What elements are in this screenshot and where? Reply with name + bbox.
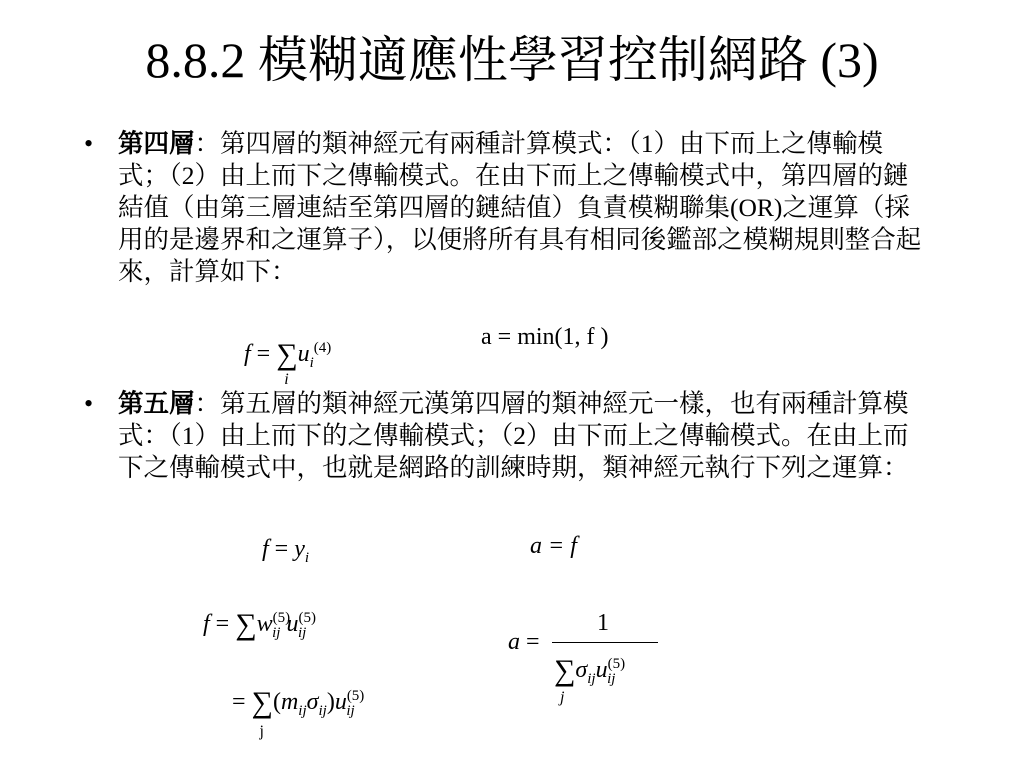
eq7-u: u (334, 689, 347, 715)
eq7-equals: = (232, 689, 246, 715)
eq3-lhs: f (262, 536, 269, 562)
eq3-sub: i (304, 549, 310, 566)
eq6-equals: = (526, 629, 540, 655)
equation-f-sum-wu (203, 608, 316, 641)
bullet-symbol: • (84, 129, 94, 158)
eq7-sigma-sub: ij (318, 702, 327, 719)
equation-sum-m-sigma-u (232, 686, 365, 740)
eq7-open-paren: ( (272, 689, 281, 715)
eq6-u-sup: (5) (607, 656, 626, 672)
eq5-w-sup: (5) (272, 610, 291, 626)
eq5-u: u (286, 611, 299, 637)
eq6-fraction-line (552, 642, 658, 643)
layer5-text: ：第五層的類神經元漢第四層的類神經元一樣，也有兩種計算模式：（1）由上而下的之傳輸模式；（2）由下而上之傳輸模式。在由上而下之傳輸模式中，也就是網路的訓練時期，類神經元執行下列之運算： (118, 389, 909, 482)
eq5-w: w (256, 611, 273, 637)
eq6-u: u (595, 657, 608, 683)
eq1-equals: = (256, 341, 271, 367)
eq7-sum-symbol: ∑ (251, 686, 273, 719)
bullet-symbol: • (84, 389, 94, 418)
eq7-u-sup: (5) (346, 688, 365, 704)
eq6-lhs: a (508, 629, 520, 655)
eq6-sigma-sub: ij (587, 670, 596, 687)
eq7-sum-index: j (259, 723, 264, 740)
eq7-m-sub: ij (298, 702, 307, 719)
equation-a-min: a = min(1, f ) (481, 324, 609, 350)
eq7-m: m (280, 689, 299, 715)
eq1-sum-index: i (284, 371, 289, 388)
eq5-sum-symbol: ∑ (235, 608, 257, 641)
layer4-text: ：第四層的類神經元有兩種計算模式：（1）由下而上之傳輸模式；（2）由上而下之傳輸模式。在由下而上之傳輸模式中，第四層的鏈結值（由第三層連結至第四層的鏈結值）負責模糊聯集(OR)之運算（採用的是邊界和之運算子），以便將所有具有相同後鑑部之模糊規則整合起來，計算如下： (118, 129, 922, 286)
eq5-w-sub: ij (272, 624, 281, 641)
eq5-lhs: f (203, 611, 210, 637)
equation-a-f: a = f (530, 533, 577, 559)
eq6-u-sub: ij (607, 670, 616, 687)
eq1-sub: i (309, 354, 314, 371)
eq1-var: u (297, 341, 310, 367)
eq7-sigma: σ (306, 689, 319, 715)
eq5-equals: = (215, 611, 230, 637)
eq5-u-sub: ij (297, 624, 307, 641)
layer5-label: 第五層 (118, 389, 195, 418)
eq6-sigma: σ (575, 657, 588, 683)
equation-f-y (262, 535, 310, 566)
eq7-close-paren: ) (326, 689, 335, 715)
eq6-sum-index: j (560, 689, 565, 706)
eq6-lhs-group (508, 628, 540, 656)
eq7-u-sub: ij (346, 702, 355, 719)
page-title: 8.8.2 模糊適應性學習控制網路 (3) (145, 32, 879, 88)
eq6-denominator (554, 654, 626, 706)
eq3-equals: = (274, 536, 289, 562)
layer4-label: 第四層 (118, 129, 195, 158)
paragraph-layer4 (118, 128, 930, 288)
eq3-var: y (294, 536, 305, 562)
eq1-sup: (4) (313, 340, 332, 356)
eq6-numerator: 1 (597, 610, 609, 636)
eq1-lhs: f (244, 341, 251, 367)
eq5-u-sup: (5) (298, 610, 316, 626)
equation-f-sum-u4 (244, 338, 332, 388)
eq6-sum-symbol: ∑ (554, 654, 576, 687)
eq1-sum-symbol: ∑ (276, 338, 298, 371)
paragraph-layer5 (118, 388, 930, 484)
